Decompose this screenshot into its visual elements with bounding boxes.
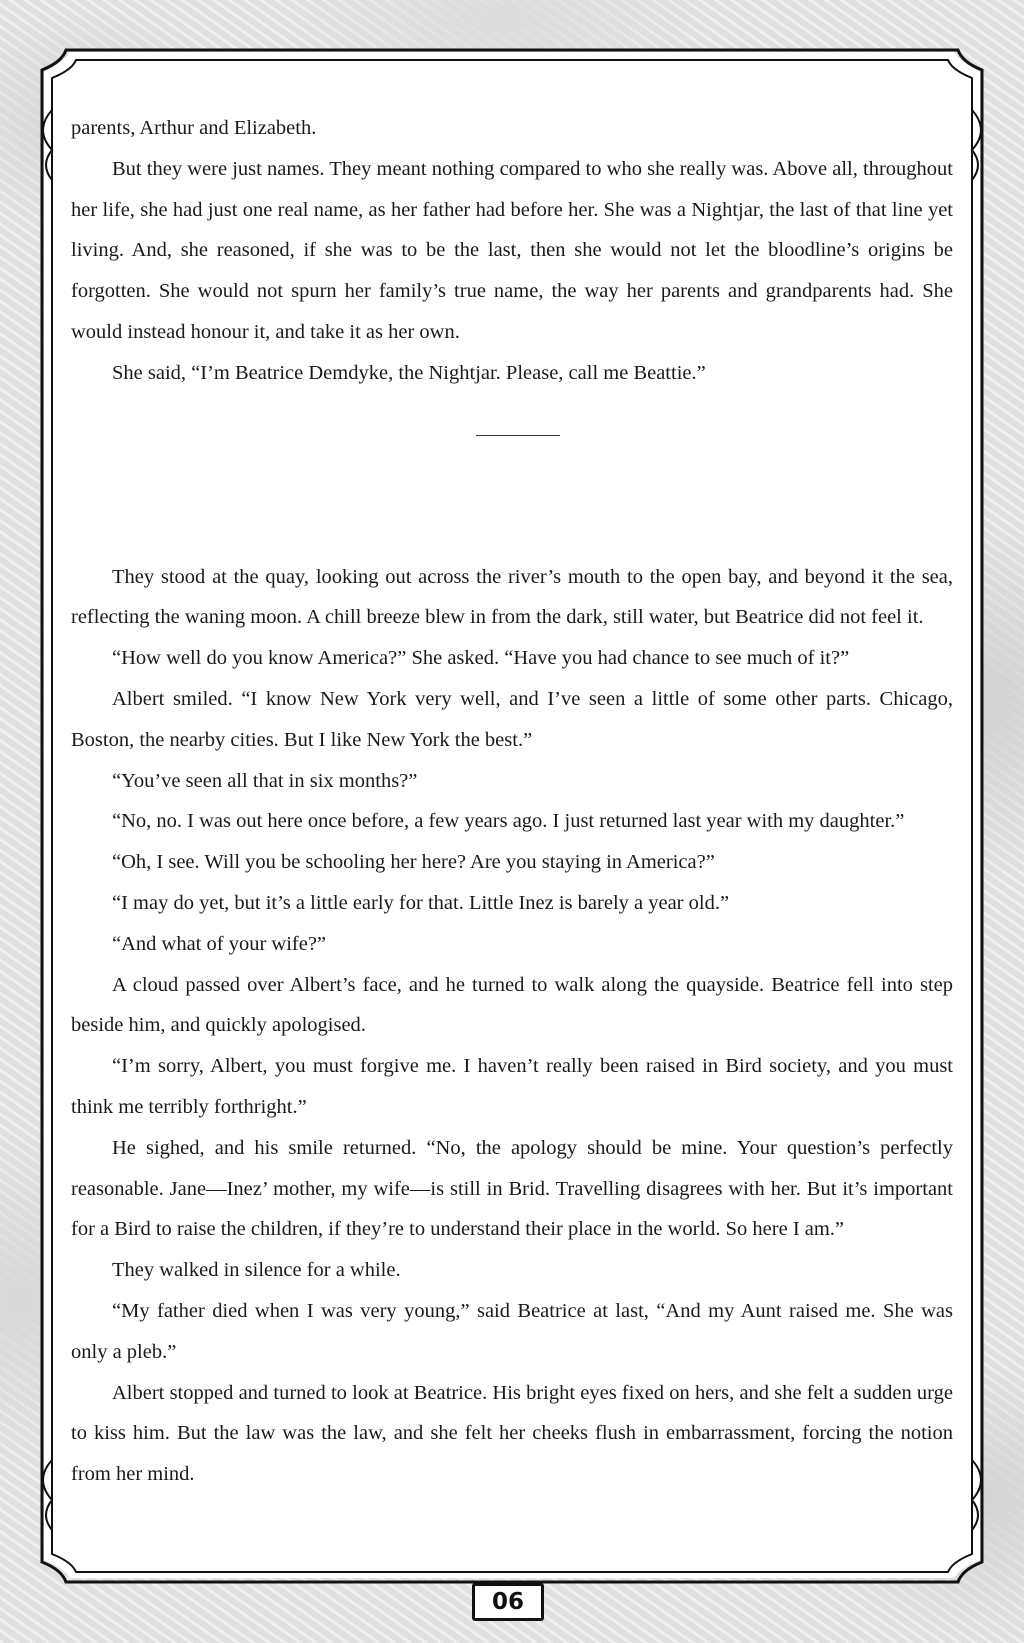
paragraph: But they were just names. They meant nothing compared to who she really was. Above all, throughout her life, she had just one real name, as her father had before her. She was a Nightjar, the last of that line yet living. And, she reasoned, if she was to be the last, then she would not let the bloodline’s origins be forgotten. She would not spurn her family’s true name, the way her parents and grandparents had. She would instead honour it, and take it as her own. (71, 157, 953, 343)
paragraph: “Oh, I see. Will you be schooling her here? Are you staying in America?” (112, 851, 715, 874)
section-before-break (71, 108, 953, 394)
section-break (71, 394, 953, 557)
section-after-break (71, 557, 953, 1495)
paragraph: Albert stopped and turned to look at Beatrice. His bright eyes fixed on hers, and she felt a sudden urge to kiss him. But the law was the law, and she felt her cheeks flush in embarrassment, forcing the notion from her mind. (71, 1381, 953, 1486)
paragraph: He sighed, and his smile returned. “No, the apology should be mine. Your question’s perfectly reasonable. Jane—Inez’ mother, my wife—is still in Brid. Travelling disagrees with her. But it’s important for a Bird to raise the children, if they’re to understand their place in the world. So here I am.” (71, 1136, 953, 1241)
paragraph: “You’ve seen all that in six months?” (112, 769, 418, 792)
paragraph: parents, Arthur and Elizabeth. (71, 117, 317, 139)
paragraph: Albert smiled. “I know New York very well, and I’ve seen a little of some other parts. Chicago, Boston, the nearby cities. But I like New York the best.” (71, 687, 953, 751)
page-number: 06 (472, 1583, 544, 1621)
paragraph: They walked in silence for a while. (112, 1259, 401, 1282)
paragraph: “I may do yet, but it’s a little early for that. Little Inez is barely a year old.” (112, 891, 730, 914)
paragraph: “No, no. I was out here once before, a few years ago. I just returned last year with my daughter.” (112, 810, 905, 833)
paragraph: She said, “I’m Beatrice Demdyke, the Nightjar. Please, call me Beattie.” (112, 361, 706, 384)
paragraph: “How well do you know America?” She asked. “Have you had chance to see much of it?” (112, 647, 850, 670)
paragraph: “And what of your wife?” (112, 932, 327, 955)
section-break-rule (476, 435, 560, 436)
paragraph: They stood at the quay, looking out across the river’s mouth to the open bay, and beyond it the sea, reflecting the waning moon. A chill breeze blew in from the dark, still water, but Beatrice did not feel it. (71, 565, 953, 629)
paragraph: “My father died when I was very young,” said Beatrice at last, “And my Aunt raised me. She was only a pleb.” (71, 1299, 953, 1363)
paragraph: “I’m sorry, Albert, you must forgive me. I haven’t really been raised in Bird society, and you must think me terribly forthright.” (71, 1055, 953, 1118)
paragraph: A cloud passed over Albert’s face, and he turned to walk along the quayside. Beatrice fell into step beside him, and quickly apologised. (71, 973, 953, 1037)
story-text (71, 108, 953, 1495)
